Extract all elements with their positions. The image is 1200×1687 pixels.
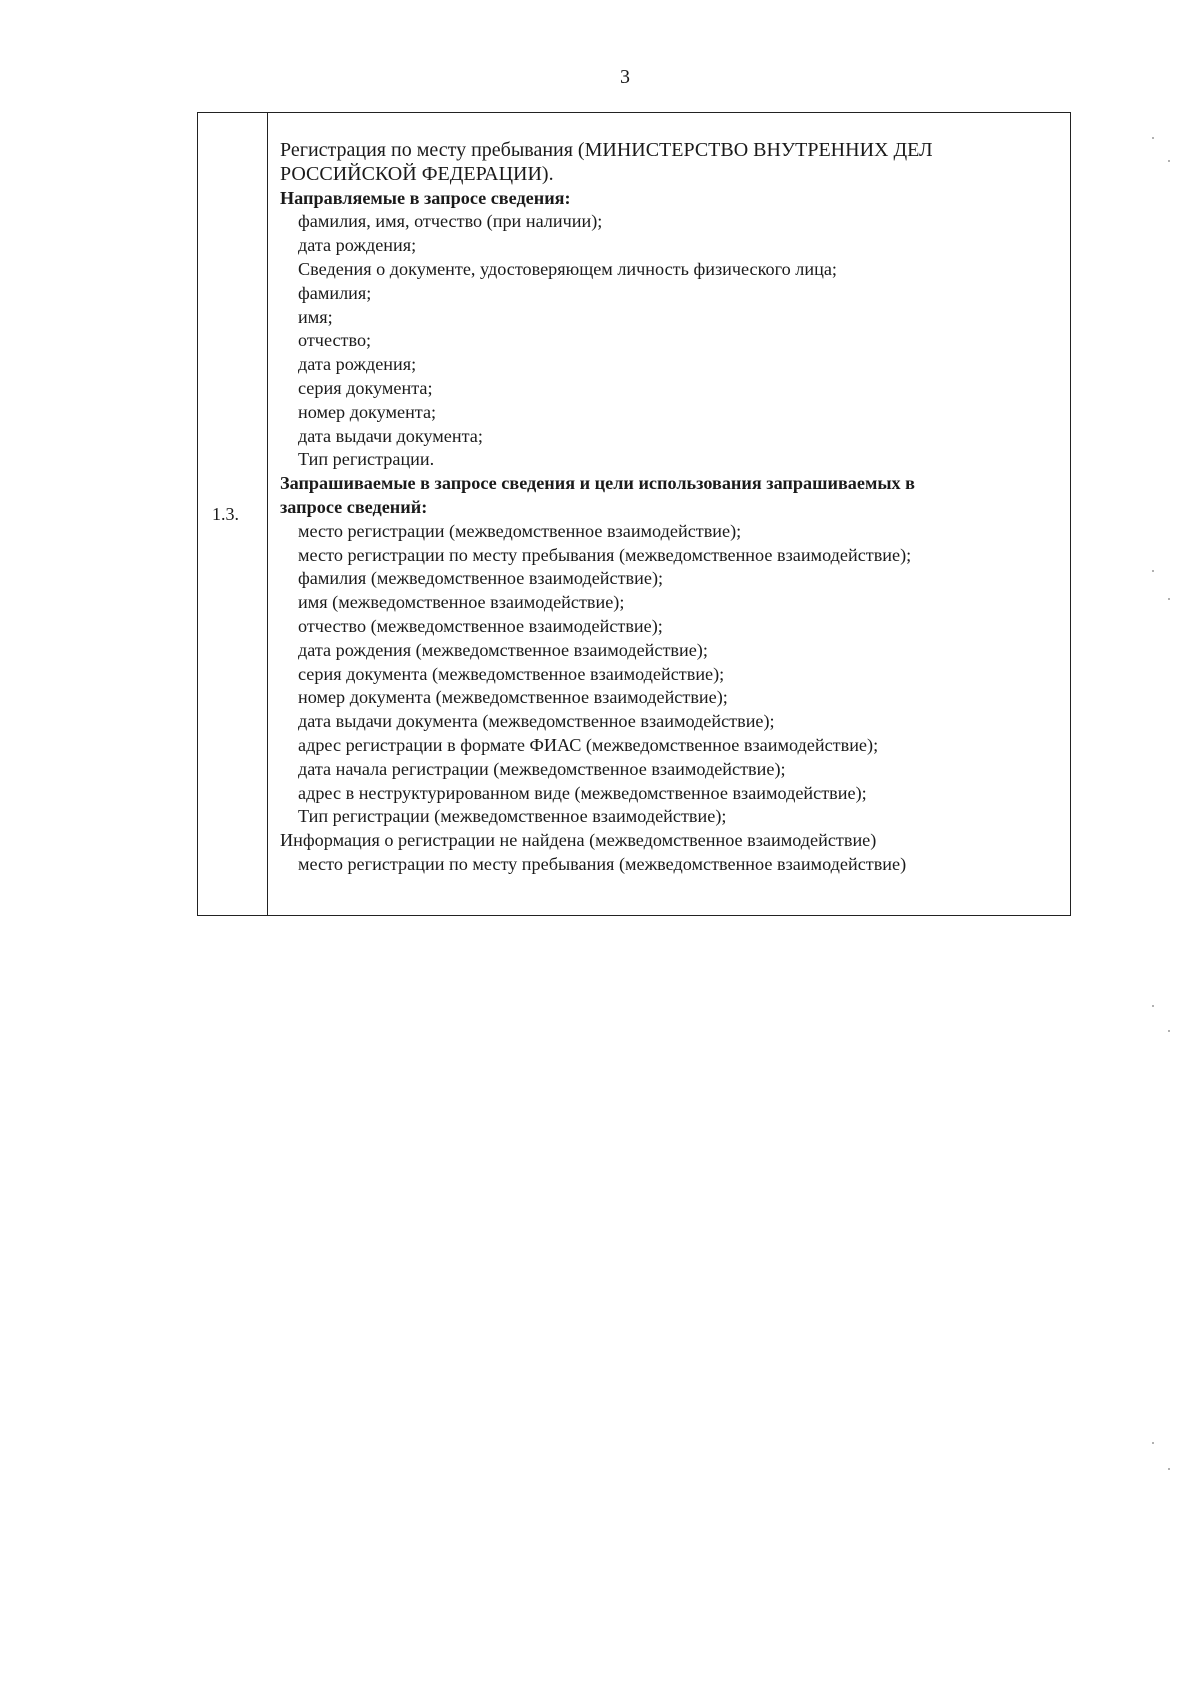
row-number: 1.3. <box>212 504 239 524</box>
sent-item: номер документа; <box>298 401 437 422</box>
requested-item: дата начала регистрации (межведомственное взаимодействие); <box>298 758 786 779</box>
scan-speck <box>1152 137 1154 139</box>
sent-item: дата выдачи документа; <box>298 425 483 446</box>
service-title-line-1: Регистрация по месту пребывания (МИНИСТЕРСТВО ВНУТРЕННИХ ДЕЛ <box>280 139 933 161</box>
requested-item: место регистрации по месту пребывания (межведомственное взаимодействие); <box>298 544 912 565</box>
data-table <box>197 112 1071 916</box>
scan-speck <box>1168 1030 1170 1032</box>
requested-item: номер документа (межведомственное взаимодействие); <box>298 687 728 708</box>
requested-item: отчество (межведомственное взаимодействие); <box>298 615 663 636</box>
sent-item: Тип регистрации. <box>298 449 435 470</box>
requested-item: место регистрации (межведомственное взаимодействие); <box>298 520 742 541</box>
sent-item: имя; <box>298 306 333 327</box>
sent-item: дата рождения; <box>298 235 417 256</box>
sent-item: отчество; <box>298 330 372 351</box>
requested-item: дата рождения (межведомственное взаимодействие); <box>298 639 708 660</box>
sent-item: фамилия, имя, отчество (при наличии); <box>298 211 603 232</box>
sent-item: серия документа; <box>298 377 433 398</box>
requested-item: фамилия (межведомственное взаимодействие); <box>298 568 664 589</box>
not-found-line: Информация о регистрации не найдена (межведомственное взаимодействие) <box>280 830 877 851</box>
page-number: 3 <box>620 66 630 88</box>
scan-speck <box>1152 1442 1154 1444</box>
content-cell <box>280 139 1060 877</box>
requested-item: имя (межведомственное взаимодействие); <box>298 592 625 613</box>
sent-item: фамилия; <box>298 282 372 303</box>
requested-data-heading-line-1: Запрашиваемые в запросе сведения и цели использования запрашиваемых в <box>280 473 915 494</box>
scan-speck <box>1152 570 1154 572</box>
requested-item: адрес регистрации в формате ФИАС (межведомственное взаимодействие); <box>298 734 879 755</box>
scan-speck <box>1152 1005 1154 1007</box>
scan-speck <box>1168 1468 1170 1470</box>
scan-speck <box>1168 160 1170 162</box>
row-number-cell <box>198 113 268 915</box>
not-found-item: место регистрации по месту пребывания (межведомственное взаимодействие) <box>298 853 907 874</box>
requested-data-heading-line-2: запросе сведений: <box>280 496 428 517</box>
requested-item: серия документа (межведомственное взаимодействие); <box>298 663 725 684</box>
scan-speck <box>1168 598 1170 600</box>
service-title-line-2: РОССИЙСКОЙ ФЕДЕРАЦИИ). <box>280 162 554 185</box>
requested-item: Тип регистрации (межведомственное взаимодействие); <box>298 806 727 827</box>
sent-data-heading: Направляемые в запросе сведения: <box>280 187 571 208</box>
requested-item: дата выдачи документа (межведомственное взаимодействие); <box>298 711 775 732</box>
sent-item: Сведения о документе, удостоверяющем личность физического лица; <box>298 258 837 279</box>
sent-item: дата рождения; <box>298 354 417 375</box>
requested-item: адрес в неструктурированном виде (межведомственное взаимодействие); <box>298 782 867 803</box>
